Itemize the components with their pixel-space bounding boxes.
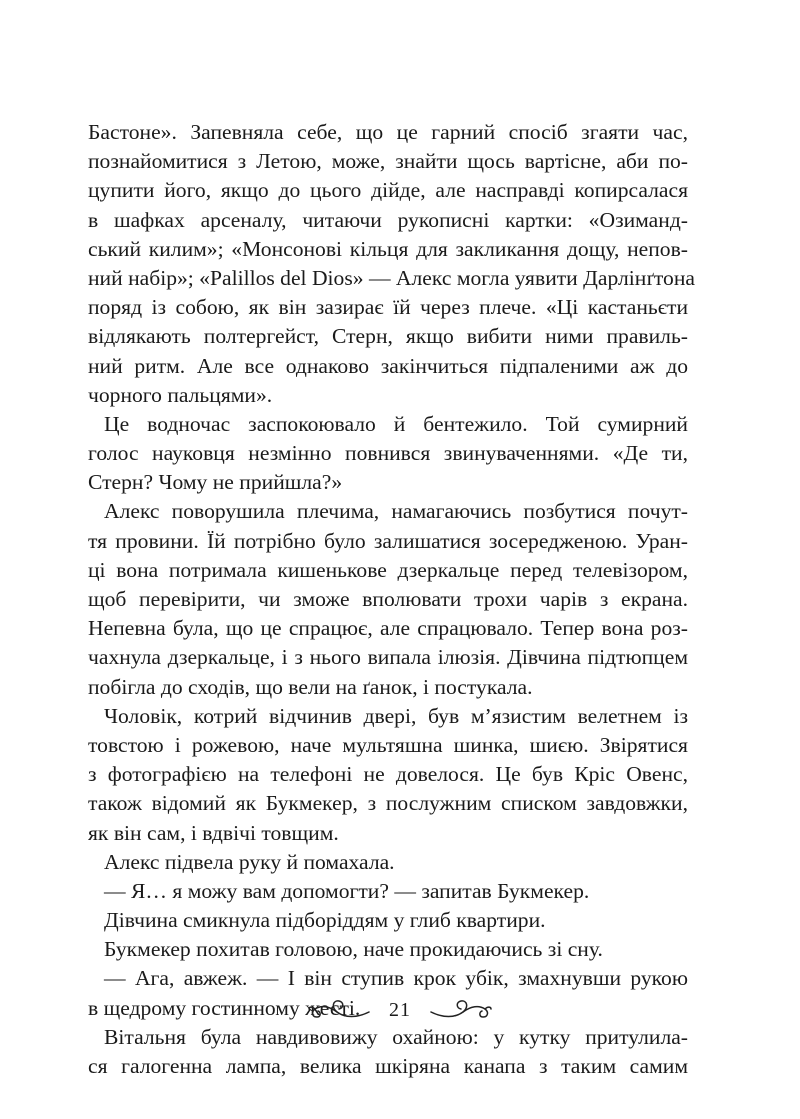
- text-line: Непевна була, що це спрацює, але спрацювало. Тепер вона роз-: [88, 616, 688, 641]
- text-line: Алекс підвела руку й помахала.: [104, 849, 395, 874]
- text-line: чахнула дзеркальце, і з нього випала ілюзія. Дівчина підтюпцем: [88, 645, 688, 670]
- text-line: ці вона потримала кишенькове дзеркальце перед телевізором,: [88, 557, 688, 582]
- text-line: — Ага, авжеж. — І він ступив крок убік, змахнувши рукою: [104, 966, 688, 991]
- text-line: ний набір»; «Palillos del Dios» — Алекс могла уявити Дарлінґтона: [88, 265, 695, 290]
- text-line: цупити його, якщо до цього дійде, але насправді копирсалася: [88, 178, 688, 203]
- text-line: тя провини. Їй потрібно було залишатися зосередженою. Уран-: [88, 528, 688, 553]
- flourish-ornament-right-icon: [429, 996, 493, 1024]
- text-line: в щедрому гостинному жесті.: [88, 995, 361, 1020]
- text-line: відлякають полтергейст, Стерн, якщо вибити ними правиль-: [88, 324, 688, 349]
- text-line: в шафках арсеналу, читаючи рукописні картки: «Озиманд-: [88, 207, 688, 232]
- text-line: також відомий як Букмекер, з послужним списком завдовжки,: [88, 791, 688, 816]
- text-line: чорного пальцями».: [88, 382, 273, 407]
- text-line: познайомитися з Летою, може, знайти щось вартісне, аби по-: [88, 149, 688, 174]
- text-line: ний ритм. Але все однаково закінчиться підпаленими аж до: [88, 353, 688, 378]
- body-text: [88, 118, 695, 1081]
- flourish-ornament-left-icon: [307, 996, 371, 1024]
- text-line: Бастоне». Запевняла себе, що це гарний спосіб згаяти час,: [88, 120, 688, 144]
- text-line: ський килим»; «Монсонові кільця для закликання дощу, непов-: [88, 236, 688, 261]
- page-number: 21: [389, 998, 411, 1021]
- text-line: Це водночас заспокоювало й бентежило. Той сумирний: [104, 411, 688, 436]
- text-line: з фотографією на телефоні не довелося. Це був Кріс Овенс,: [88, 762, 688, 787]
- text-line: як він сам, і вдвічі товщим.: [88, 820, 339, 845]
- text-line: Вітальня була навдивовижу охайною: у кутку притулила-: [104, 1024, 688, 1049]
- text-line: щоб перевірити, чи зможе вполювати трохи чарів з екрана.: [88, 587, 688, 611]
- text-line: голос науковця незмінно повнився звинуваченнями. «Де ти,: [88, 441, 688, 466]
- text-line: побігла до сходів, що вели на ґанок, і постукала.: [88, 674, 533, 699]
- text-line: Букмекер похитав головою, наче прокидаючись зі сну.: [104, 937, 603, 962]
- page-footer: [0, 990, 800, 1030]
- text-line: товстою і рожевою, наче мультяшна шинка, шиєю. Звірятися: [88, 732, 688, 757]
- text-line: Стерн? Чому не прийшла?»: [88, 470, 343, 495]
- text-line: Алекс поворушила плечима, намагаючись позбутися почут-: [104, 499, 688, 524]
- text-line: Чоловік, котрий відчинив двері, був м’язистим велетнем із: [104, 703, 688, 728]
- text-line: Дівчина смикнула підборіддям у глиб квартири.: [104, 908, 546, 933]
- text-line: ся галогенна лампа, велика шкіряна канапа з таким самим: [88, 1054, 688, 1078]
- text-line: — Я… я можу вам допомогти? — запитав Букмекер.: [104, 878, 590, 903]
- text-line: поряд із собою, як він зазирає їй через плече. «Ці кастаньєти: [88, 295, 688, 320]
